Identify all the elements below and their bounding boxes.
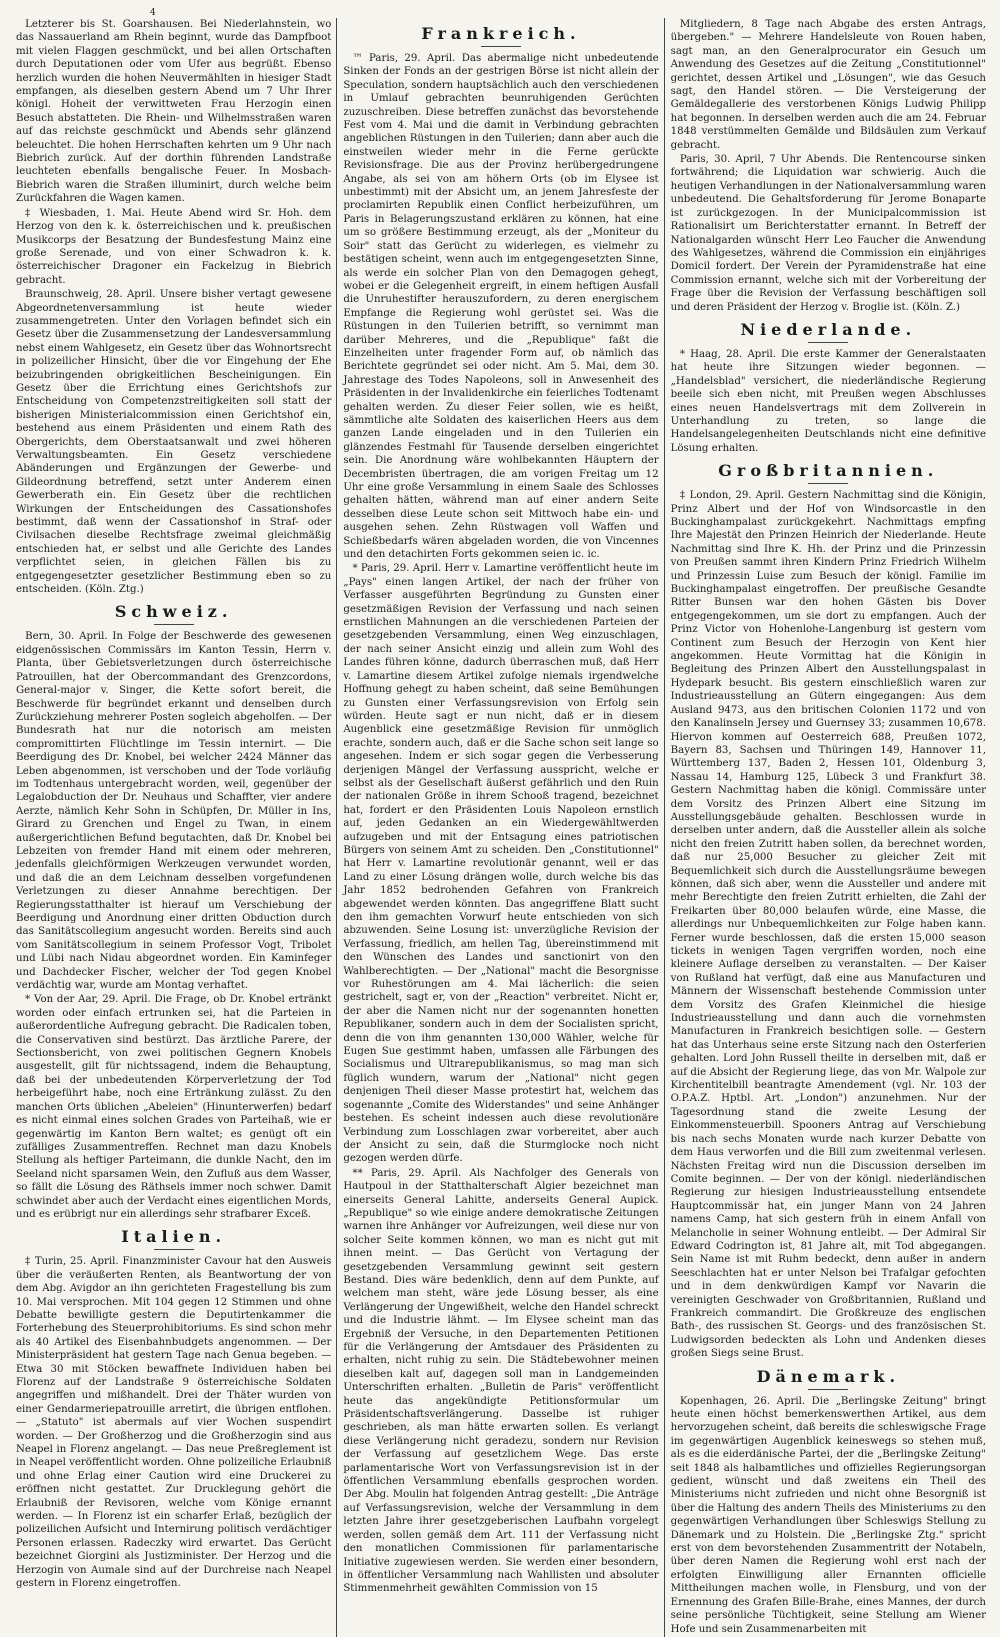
column-left — [16, 18, 331, 1637]
section-heading: Großbritannien. — [671, 461, 986, 484]
section-heading: Italien. — [16, 1227, 331, 1250]
article-paragraph: ™ Paris, 29. April. Das abermalige nicht unbedeutende Sinken der Fonds an der gestrigen Börse ist nicht allein der Speculation, sondern hauptsächlich auch den verschiedenen in Umlauf gebrachten beunruhigenden Gerüchten zuzuschreiben. Diese betreffen zunächst das bevorstehende Fest vom 4. Mai und die damit in Verbindung gebrachten angeblichen Rüstungen in den Tuilerien; dann aber auch die einstweilen wieder mehr in die Ferne gerückte Revisionsfrage. Die aus der Provinz herübergedrungene Angabe, als sei von am höhern Orts (ob im Elysee ist unbestimmt) mit der Absicht um, an jenem Jahresfeste der proclamirten Republik einen Conflict herbeizuführen, um Paris in Belagerungszustand erklären zu können, hat eine um so größere Bestimmung erzeugt, als der „Moniteur du Soir" statt das Gerücht zu widerlegen, es vielmehr zu bestätigen scheint, wenn auch im entgegengesetzten Sinne, als werde ein solcher Plan von den Demagogen gehegt, wobei er die Gelegenheit ergreift, in einem heftigen Ausfall die Unruhestifter herauszufordern, zu deren energischem Empfange die Regierung wohl gerüstet sei. Was die Rüstungen in den Tuilerien betrifft, so vernimmt man darüber Mehreres, und die „Republique" faßt die Einzelheiten unter fragender Form auf, ob nämlich das Berichtete gegründet sei oder nicht. Am 5. Mai, dem 30. Jahrestage des Todes Napoleons, soll in Anwesenheit des Präsidenten in der Invalidenkirche ein feierliches Todtenamt gehalten werden. Zu dieser Feier sollen, wie es heißt, sämmtliche alte Soldaten des kaiserlichen Heers aus dem ganzen Lande eingeladen und in den Tuilerien ein glänzendes Festmahl für Tausende derselben eingerichtet sein. Die Anordnung wäre wohlbekannten Häuptern der Decembristen übertragen, die am vorigen Freitag um 12 Uhr eine große Versammlung in einem Saale des Schlosses gehalten hätten, während man auf einer andern Seite desselben diese Leute schon seit Mittwoch habe ein- und ausgehen sehen. Zehn Rüstwagen voll Waffen und Schießbedarfs wären abgeladen worden, die von Vincennes und den detachirten Forts gekommen seien ic. ic. — [343, 53, 659, 561]
article-paragraph: * Von der Aar, 29. April. Die Frage, ob Dr. Knobel ertränkt worden oder einfach ertrunken sei, hat die Parteien in außerordentliche Aufregung gebracht. Die Radicalen toben, die Conservativen sind bestürzt. Das ärztliche Parere, der Sectionsbericht, von zwei politischen Gegnern Knobels ausgestellt, gilt für nichtssagend, indem die Behauptung, daß bei der unbedeutenden Körperverletzung der Tod herbeigeführt habe, noch eine Ertränkung zulässt. Zu den manchen Orts üblichen „Abeleien" (Hinunterwerfen) bedarf es nicht einmal eines solchen Grades von Parteihaß, wie er gegenwärtig im Kanton Bern waltet; es genügt oft ein zufälliges Zusammentreffen. Rechnet man dazu Knobels Stellung als heftiger Parteimann, die dunkle Nacht, den im Seeland nicht sparsamen Wein, den Zufluß aus dem Wasser, so fällt die Lösung des Räthsels immer noch schwer. Damit schwindet aber auch der Verdacht eines eigentlichen Mords, und es erübrigt nur ein allerdings sehr strafbarer Exceß. — [16, 994, 332, 1220]
article-paragraph: * Paris, 29. April. Herr v. Lamartine veröffentlicht heute im „Pays" einen langen Artikel, der nach der früher von Verfasser ausgeführten Begründung zu Gunsten einer gesetzmäßigen Revision der Verfassung und nach seinen ernstlichen Mahnungen an die verschiedenen Parteien der gesetzgebenden Versammlung, einen Weg einzuschlagen, der nach seiner Ansicht einzig und allein zum Wohl des Landes führen könne, dadurch überraschen muß, daß Herr v. Lamartine diesem Artikel zufolge niemals irgendwelche Hoffnung gehegt zu haben scheint, daß seine Bemühungen zu Gunsten einer Verfassungsrevision von Erfolg sein würden. Heute sagt er nun nicht, daß er in diesem Augenblick eine gesetzmäßige Revision für unmöglich erachte, sondern auch, daß er die Sache schon seit lange so angesehen. Indem er sich sogar gegen die Verbesserung derjenigen Mängel der Verfassung ausspricht, welche er selbst als der Gesellschaft äußerst gefährlich und den Ruin der nationalen Größe in ihrem Schooß tragend, bezeichnet hat, fordert er den Präsidenten Louis Napoleon ernstlich auf, jeden Gedanken an ein Wiedergewähltwerden aufzugeben und mit der Entsagung eines patriotischen Bürgers von seinem Amt zu scheiden. Den „Constitutionnel" hat Herr v. Lamartine revolutionär genannt, weil er das Land zu einer Lösung drängen wolle, durch welche bis das Jahr 1852 bedrohenden Gefahren von Frankreich abgewendet werden könnten. Das angegriffene Blatt sucht den ihm gemachten Vorwurf heute entschieden von sich abzuwenden. Seine Losung ist: unverzügliche Revision der Verfassung, friedlich, am hellen Tag, übereinstimmend mit den Wünschen des Landes und sanctionirt von den Wahlberechtigten. — Der „National" macht die Besorgnisse vor Ruhestörungen am 4. Mai lächerlich: die seien gestrichelt, sagt er, von der „Reaction" verbreitet. Nicht er, der aber die Namen nicht nur der sogenannten honetten Republikaner, sondern auch in dem der Socialisten spricht, denn die von ihm genannten 130,000 Wähler, welche für Eugen Sue gestimmt haben, umfassen alle Färbungen des Socialismus und Ultrarepublikanismus, so mag man sich füglich wundern, warum der „National" nicht gegen denjenigen Theil dieser Masse protestirt hat, welchem das sogenannte „Comite des Widerstandes" und seine Anhänger bestehen. Es scheint indessen auch diese revolutionäre Verbindung zum Losschlagen zwar vorbereitet, aber auch der Ansicht zu sein, daß die Sturmglocke noch nicht gezogen werden dürfe. — [343, 563, 659, 1165]
article-paragraph: ‡ Turin, 25. April. Finanzminister Cavour hat den Ausweis über die veräußerten Renten, als Beantwortung der von dem Abg. Avigdor an ihn gerichteten Fragestellung bis zum 10. Mai versprochen. Mit 104 gegen 12 Stimmen und ohne Debatte bewilligte gestern die Deputirtenkammer die Forterhebung des Steuerprohibitoriums. Es sind schon mehr als 40 Artikel des Eisenbahnbudgets angenommen. — Der Ministerpräsident hat gestern Tage nach Genua begeben. — Etwa 30 mit Stöcken bewaffnete Individuen haben bei Florenz auf der Landstraße 9 österreichische Soldaten angegriffen und mißhandelt. Drei der Thäter wurden von einer Gendarmeriepatrouille arretirt, die übrigen entflohen. — „Statuto" ist abermals auf vier Wochen suspendirt worden. — Der Großherzog und die Großherzogin sind aus Neapel in Florenz angelangt. — Das neue Preßreglement ist in Neapel veröffentlicht worden. Ohne polizeiliche Erlaubniß und ohne Erlag einer Caution wird eine Druckerei zu eröffnen nicht gestattet. Zur Drucklegung gehört die Erlaubniß der Revisoren, welche vom Könige ernannt werden. — In Florenz ist ein scharfer Erlaß, bezüglich der polizeilichen Aufsicht und Internirung politisch verdächtiger Personen erlassen. Radeczky wird erwartet. Das Gerücht bezeichnet Giorgini als Justizminister. Der Herzog und die Herzogin von Aumale sind auf der Durchreise nach Neapel gestern in Florenz eingetroffen. — [16, 1256, 332, 1590]
section-heading: Schweiz. — [16, 602, 331, 625]
section-heading: Niederlande. — [671, 320, 986, 343]
page-number: 4 — [150, 8, 156, 18]
column-right — [671, 18, 986, 1637]
article-paragraph: * Haag, 28. April. Die erste Kammer der Generalstaaten hat heute ihre Sitzungen wieder begonnen. — „Handelsblad" versichert, die niederländische Regierung beeile sich eben nicht, mit Preußen wegen Abschlusses eines neuen Handelsvertrags mit dem Zollverein in Unterhandlung zu treten, so lange die Handelsangelegenheiten Deutschlands nicht eine definitive Lösung erhalten. — [670, 348, 986, 454]
newspaper-columns — [16, 18, 986, 1635]
article-paragraph: Bern, 30. April. In Folge der Beschwerde des gewesenen eidgenössischen Commissärs im Kanton Tessin, Herrn v. Planta, über Gebietsverletzungen durch österreichische Patrouillen, hat der Obercommandant des Grenzcordons, General-major v. Singer, die Kette sofort bereit, die Beschwerde für begründet erkannt und denselben durch Zurückziehung mehrerer Posten sogleich abgeholfen. — Der Bundesrath hat nur die notorisch am meisten compromittirten Flüchtlinge im Tessin internirt. — Die Beerdigung des Dr. Knobel, bei welcher 2424 Männer das Leben abgenommen, ist verschoben und der Tode vorläufig im Todtenhaus untergebracht worden, weil, gegenüber der Legalobduction der Dr. Neuhaus und Schaffter, vier andere Aerzte, nämlich Kehr Sohn in Schüpfen, Dr. Müller in Ins, Girard zu Grenchen und Engel zu Twan, in einem außergerichtlichen Befund begutachten, daß Dr. Knobel bei Lebzeiten von fremder Hand mit einem oder mehreren, jedenfalls gleichförmigen Werkzeugen verwundet worden, und daß die an dem Leichnam desselben vorgefundenen Verletzungen zu dieser Annahme berechtigen. Der Regierungsstatthalter ist hierauf um Verschiebung der Beerdigung und Anordnung einer dritten Obduction durch das Sanitätscollegium angesucht worden. Bereits sind auch vom Sanitätscollegium in seinem Professor Vogt, Tribolet und Lübi nach Nidau abgeordnet worden. Ein Kaminfeger und Dachdecker Fischer, welcher der Tod gegen Knobel verdächtig war, wurde am Montag verhaftet. — [16, 631, 332, 992]
article-paragraph: Kopenhagen, 26. April. Die „Berlingske Zeitung" bringt heute einen höchst bemerkenswerthen Artikel, aus dem hervorzugehen scheint, daß bereits die schleswigsche Frage im gegenwärtigen Augenblick keineswegs so stehen muß, als es die eiderdänische Partei, der die „Berlingske Zeitung" seit 1848 als halbamtliches und offizielles Regierungsorgan gedient, wünscht und daß zweitens ein Theil des Ministeriums nicht zufrieden und nicht ohne Besorgniß ist über die Haltung des andern Theils des Ministeriums zu den gegenwärtigen Verhandlungen über Schleswigs Stellung zu Dänemark und zu Holstein. Die „Berlingske Ztg." spricht erst von dem bevorstehenden Zusammentritt der Notabeln, über deren Namen die Regierung wohl erst nach der erfolgten Einwilligung aller Ernannten officielle Mittheilungen machen wolle, in Flensburg, und von der Ernennung des Grafen Bille-Brahe, eines Mannes, der durch seine persönliche Tüchtigkeit, seine Stellung am Wiener Hofe und sein Zusammenarbeiten mit — [670, 1395, 986, 1635]
article-paragraph: Letzterer bis St. Goarshausen. Bei Niederlahnstein, wo das Nassauerland am Rhein beginnt, wurde das Dampfboot mit vielen Flaggen geschmückt, und bei allen Ortschaften durch Deputationen oder vom Ufer aus begrüßt. Ebenso herzlich wurden die hohen Neuvermählten in hiesiger Stadt empfangen, als dieselben gestern Abend um 7 Uhr Ihrer königl. Hoheit der verwittweten Frau Herzogin einen Besuch abstatteten. Die Rhein- und Wilhelmsstraßen waren auf das reichste geschmückt und Abends sehr glänzend beleuchtet. Die hohen Herrschaften kehrten um 9 Uhr nach Biebrich zurück. Auf der dorthin führenden Landstraße leuchteten ebenfalls bengalische Feuer. In Mosbach-Biebrich waren die Straßen illuminirt, durch welche beim Zurückfahren die Wagen kamen. — [16, 19, 332, 205]
section-heading: Dänemark. — [671, 1367, 986, 1390]
article-paragraph: ‡ Wiesbaden, 1. Mai. Heute Abend wird Sr. Hoh. dem Herzog von den k. k. österreichischen und k. preußischen Musikcorps der Besatzung der Bundesfestung Mainz eine große Serenade, und von einer Schwadron k. k. österreichischer Dragoner ein Fackelzug in Biebrich gebracht. — [16, 207, 332, 286]
article-paragraph: Mitgliedern, 8 Tage nach Abgabe des ersten Antrags, übergeben." — Mehrere Handelsleute von Rouen haben, sagt man, an den Generalprocurator ein Gesuch um Anwendung des Gesetzes auf die Zeitung „Constitutionnel" gerichtet, dessen Artikel und „Lösungen", wie das Gesuch sagt, den Handel stören. — Die Versteigerung der Gemäldegallerie des verstorbenen Königs Ludwig Philipp hat begonnen. In derselben werden auch die am 24. Februar 1848 verstümmelten Gemälde und Bildsäulen zum Verkauf gebracht. — [670, 19, 986, 151]
section-heading: Frankreich. — [343, 24, 658, 47]
article-paragraph: Braunschweig, 28. April. Unsere bisher vertagt gewesene Abgeordnetenversammlung ist heute wieder zusammengetreten. Unter den Vorlagen befindet sich ein Gesetz über die Zusammensetzung der Landesversammlung nebst einem Wahlgesetz, ein Gesetz über das Wohnortsrecht in polizeilicher Hinsicht, über die vor Eingehung der Ehe beizubringenden obrigkeitlichen Bescheinigungen. Ein Gesetz über die Errichtung eines Gerichtshofs zur Entscheidung von Competenzstreitigkeiten soll statt der bisherigen Ministerialcommission einen Gerichtshof ein, bestehend aus einem Präsidenten und einem Rath des Obergerichts, dem Oberstaatsanwalt und zwei höheren Verwaltungsbeamten. Ein Gesetz verschiedene Abänderungen und Ergänzungen der Gewerbe- und Gildeordnung betreffend, setzt unter Anderem einen Gewerberath ein. Ein Gesetz über die rechtlichen Wirkungen der Entscheidungen des Cassationshofes bestimmt, daß wenn der Cassationshof in Straf- oder Civilsachen dieselbe Rechtsfrage zweimal gleichmäßig entschieden hat, er selbst und alle Gerichte des Landes verpflichtet seien, in gleichen Fällen bis zu entgegengesetzter gesetzlicher Bestimmung eben so zu entscheiden. (Köln. Ztg.) — [16, 289, 332, 596]
column-middle — [343, 18, 658, 1637]
article-paragraph: Paris, 30. April, 7 Uhr Abends. Die Rentencourse sinken fortwährend; die Liquidation war schwierig. Auch die heutigen Verhandlungen in der Nationalversammlung waren unbedeutend. Die Gehaltsforderung für Jerome Bonaparte ist zurückgezogen. In der Municipalcommission ist Rationalisirt um Berichterstatter ernannt. In Betreff der Nationalgarden wünscht Herr Leo Faucher die Anwendung des Wahlgesetzes, während die Commission ein einjähriges Domicil fordert. Der Verein der Pyramidenstraße hat eine Commission ernannt, welche sich mit der Vorbereitung der Frage über die Revision der Verfassung beschäftigen soll und deren Präsident der Herzog v. Broglie ist. (Köln. Z.) — [670, 154, 986, 313]
article-paragraph: ** Paris, 29. April. Als Nachfolger des Generals von Hautpoul in der Statthalterschaft Algier bezeichnet man einerseits General Lahitte, anderseits General Aupick. „Republique" so wie einige andere demokratische Zeitungen warnen ihre Anhänger vor Aufreizungen, weil diese nur von solcher Seite kommen können, wo man es nicht gut mit ihnen meint. — Das Gerücht von Vertagung der gesetzgebenden Versammlung gewinnt seit gestern Bestand. Dies wäre bedenklich, denn auf dem Punkte, auf welchem man steht, wäre jede Lösung besser, als eine Verlängerung der Ungewißheit, welche den Handel schreckt und die Industrie lähmt. — Im Elysee scheint man das Ergebniß der Versuche, in den Departementen Petitionen für die Verlängerung der Amtsdauer des Präsidenten zu erhalten, nicht ruhig zu sein. Die Städtebewohner meinen dieselben kalt auf, dagegen soll man in Landgemeinden Unterschriften erhalten. „Bulletin de Paris" veröffentlicht heute das angekündigte Petitionsformular um Präsidentschaftsverlängerung. Dasselbe ist ruhiger geschrieben, als man hätte erwarten sollen. Es verlangt diese Verlängerung nicht geradezu, sondern nur Revision der Verfassung auf gesetzlichem Wege. Das erste parlamentarische Wort von Verfassungsrevision ist in der öffentlichen Versammlung ebenfalls gesprochen worden. Der Abg. Moulin hat folgenden Antrag gestellt: „Die Anträge auf Verfassungsrevision, welche der Versammlung in dem letzten Jahre ihrer gesetzgeberischen Laufbahn vorgelegt werden, sollen gemäß dem Art. 111 der Verfassung nicht den monatlichen Commissionen für parlamentarische Initiative zugewiesen werden. Sie werden einer besondern, in öffentlicher Versammlung nach Wahllisten und absoluter Stimmenmehrheit gewählten Commission von 15 — [343, 1167, 659, 1595]
article-paragraph: ‡ London, 29. April. Gestern Nachmittag sind die Königin, Prinz Albert und der Hof von Windsorcastle in den Buckinghampalast zurückgekehrt. Nachmittags empfing Ihre Majestät den Prinzen Heinrich der Niederlande. Heute Nachmittag sind Ihre K. Hh. der Prinz und die Prinzessin von Preußen sammt ihren Kindern Prinz Friedrich Wilhelm und Prinzessin Luise zum Besuch der königl. Familie im Buckinghampalast eingetroffen. Der preußische Gesandte Ritter Bunsen war den hohen Gästen bis Dover entgegengekommen, um sie dort zu empfangen. Auch der Prinz Victor von Hohenlohe-Langenburg ist gestern vom Continent zum Besuch der Herzogin von Kent hier angekommen. Heute Vormittag hat die Königin in Begleitung des Prinzen Albert den Ausstellungspalast in Hydepark besucht. Bis gestern einschließlich waren zur Industrieausstellung an Gütern eingegangen: Aus dem Ausland 9473, aus den britischen Colonien 1172 und von den Kanalinseln Jersey und Guernsey 33; zusammen 10,678. Hiervon kommen auf Oesterreich 688, Preußen 1072, Bayern 83, Sachsen und Thüringen 149, Hannover 11, Württemberg 137, Baden 2, Hessen 101, Oldenburg 3, Nassau 14, Hamburg 125, Lübeck 3 und Frankfurt 38. Gestern Nachmittag haben die königl. Commissäre unter dem Vorsitz des Prinzen Albert eine Sitzung im Ausstellungsgebäude gehalten. Beschlossen wurde in derselben unter andern, daß die Aussteller allein als solche nicht den freien Zutritt haben sollen, da berechnet worden, daß nur 25,000 Besucher zu gleicher Zeit mit Bequemlichkeit sich durch die Ausstellungsräume bewegen können, daß sich aber, wenn die Aussteller und andere mit mehr Berechtigte den freien Zutritt erhielten, die Zahl der Freikarten über 80,000 belaufen würde, eine Masse, die allerdings nur Unbequemlichkeiten zur Folge haben kann. Ferner wurde beschlossen, daß die ersten 15,000 season tickets in wenigen Tagen vergriffen worden, noch eine kleinere Auflage derselben zu veranstalten. — Der Kaiser von Rußland hat verfügt, daß eine aus Manufacturen und Männern der Wissenschaft bestehende Commission unter dem Vorsitz des Grafen Kleinmichel die hiesige Industrieausstellung und dann auch die vornehmsten Manufacturen in Frankreich besichtigen solle. — Gestern hat das Unterhaus seine erste Sitzung nach den Osterferien gehalten. Lord John Russell theilte in derselben mit, daß er auf die Absicht der Regierung liege, das von Mr. Walpole zur Kirchentitelbill beantragte Amendement (vgl. Nr. 103 der O.P.A.Z. Hptbl. Art. „London") anzunehmen. Nur der Tagesordnung stand die zweite Lesung der Einkommensteuerbill. Spooners Antrag auf Verschiebung bis nach sechs Monaten wurde nach kurzer Debatte von dem Haus verworfen und die Bill zum zweitenmal verlesen. Nächsten Freitag wird nun die Discussion derselben im Comite beginnen. — Der von der königl. niederländischen Regierung zur hiesigen Industrieausstellung entsendete Hauptcommissär hat, ein junger Mann von 24 Jahren namens Camp, hat sich gestern früh in einem Anfall von Melancholie in seiner Wohnung entleibt. — Der Admiral Sir Edward Codrington ist, 81 Jahre alt, mit Tod abgegangen. Sein Name ist mit Ruhm bedeckt, denn außer in andern Seeschlachten hat er unter Nelson bei Trafalgar gefochten und in dem denkwürdigen Kampf vor Navarin die vereinigten Geschwader von Großbritannien, Rußland und Frankreich commandirt. Die Großkreuze des englischen Bath-, des russischen St. Georgs- und des französischen St. Ludwigsorden bedeckten als Lohn und Andenken dieses großen Siegs seine Brust. — [670, 490, 986, 1360]
